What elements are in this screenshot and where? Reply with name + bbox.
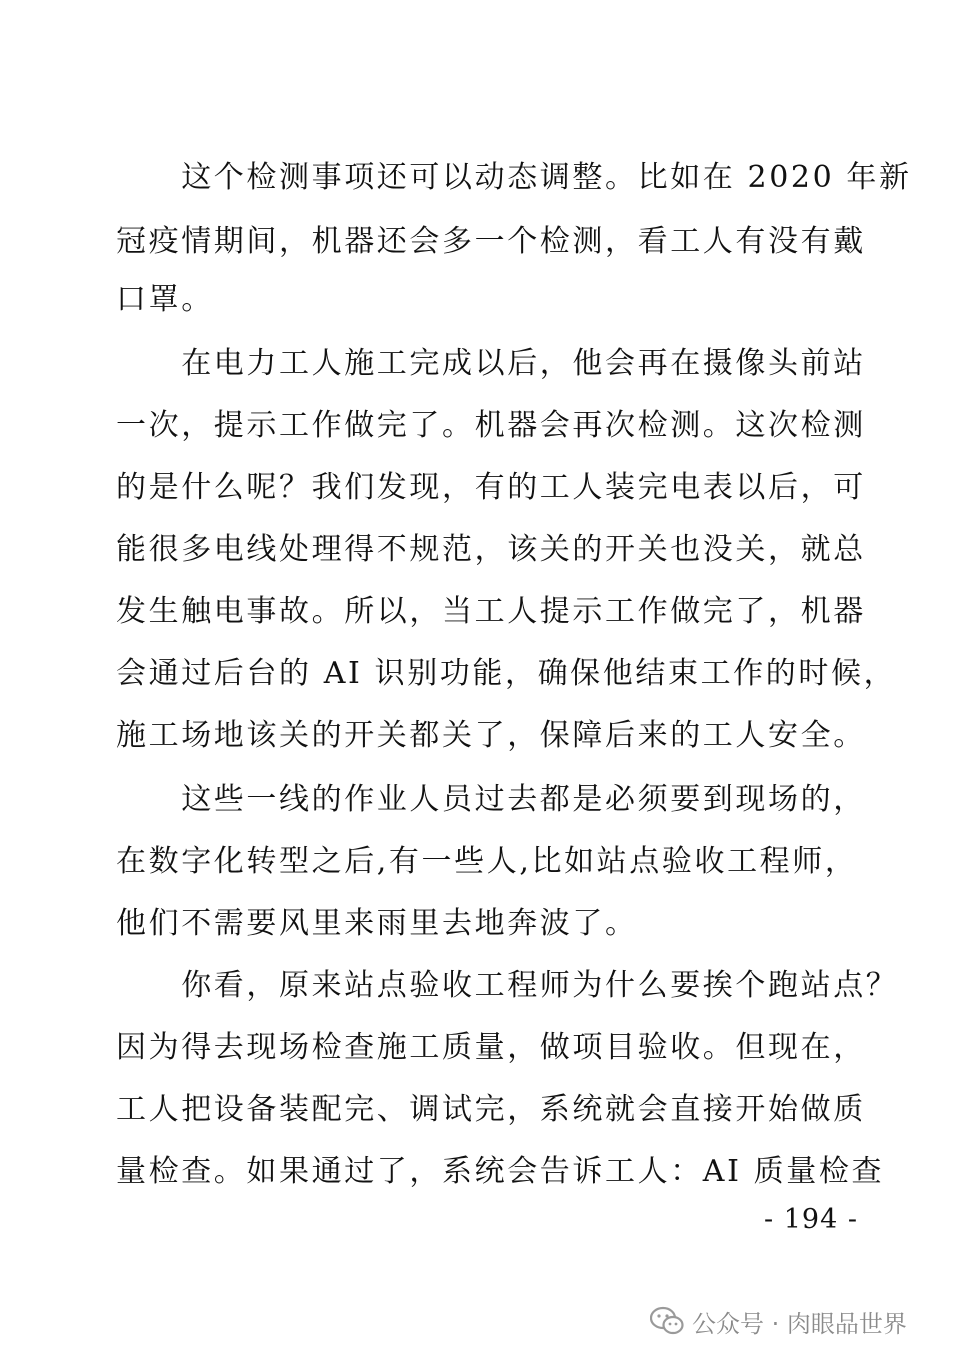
watermark-text: 公众号 · 肉眼品世界: [692, 1309, 907, 1338]
text-line: 因为得去现场检查施工质量，做项目验收。但现在，: [116, 1030, 866, 1065]
text-line: 你看，原来站点验收工程师为什么要挨个跑站点？: [116, 968, 899, 1003]
text-line: 会通过后台的 AI 识别功能，确保他结束工作的时候，: [116, 656, 897, 691]
text-line: 冠疫情期间，机器还会多一个检测，看工人有没有戴: [116, 224, 866, 259]
text-line: 口罩。: [116, 282, 214, 317]
text-line: 施工场地该关的开关都关了，保障后来的工人安全。: [116, 718, 866, 753]
wechat-icon: [650, 1306, 684, 1336]
page-number: - 194 -: [764, 1204, 858, 1235]
text-line: 能很多电线处理得不规范，该关的开关也没关，就总: [116, 532, 866, 567]
text-line: 在数字化转型之后,有一些人,比如站点验收工程师，: [116, 844, 858, 879]
text-line: 他们不需要风里来雨里去地奔波了。: [116, 906, 638, 941]
text-line: 这个检测事项还可以动态调整。比如在 2020 年新: [116, 160, 912, 195]
text-line: 一次，提示工作做完了。机器会再次检测。这次检测: [116, 408, 866, 443]
watermark: [650, 1303, 907, 1339]
text-line: 发生触电事故。所以，当工人提示工作做完了，机器: [116, 594, 866, 629]
text-line: 在电力工人施工完成以后，他会再在摄像头前站: [116, 346, 866, 381]
text-line: 工人把设备装配完、调试完，系统就会直接开始做质: [116, 1092, 866, 1127]
text-line: 量检查。如果通过了，系统会告诉工人：AI 质量检查: [116, 1154, 885, 1189]
text-line: 的是什么呢？我们发现，有的工人装完电表以后，可: [116, 470, 866, 505]
text-line: 这些一线的作业人员过去都是必须要到现场的，: [116, 782, 866, 817]
